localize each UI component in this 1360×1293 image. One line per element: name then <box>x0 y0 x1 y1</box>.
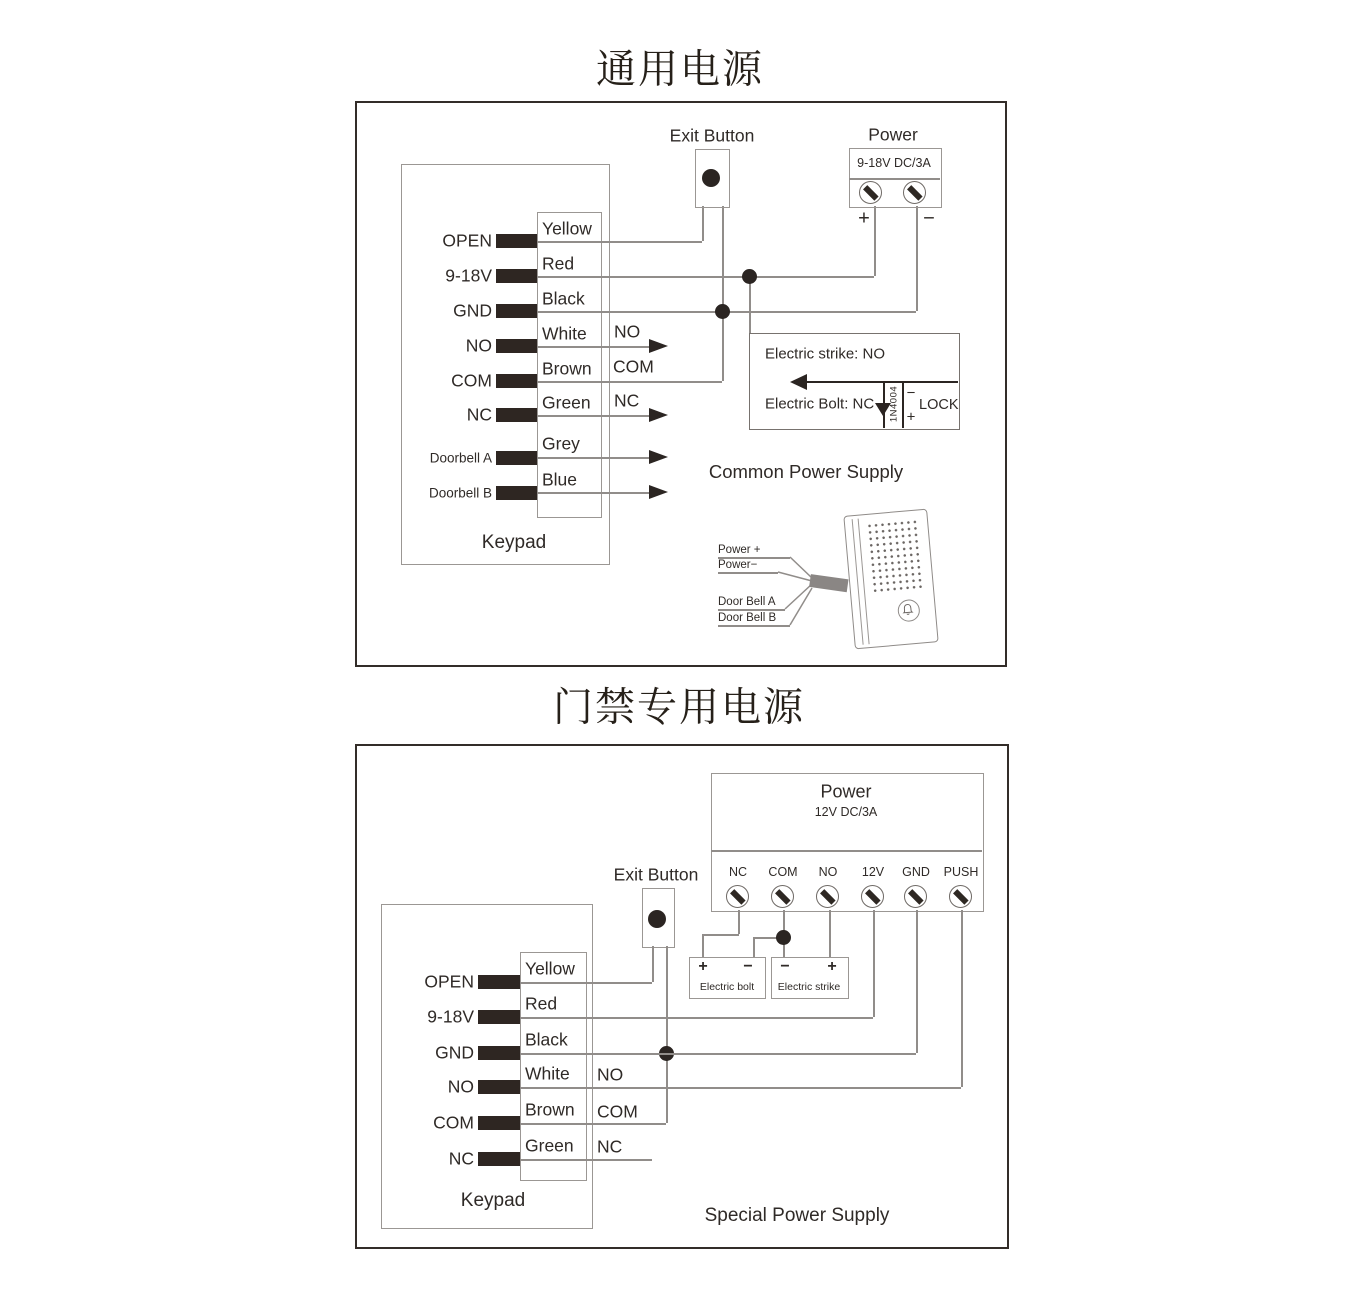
terminal-label-gnd: GND <box>453 300 492 321</box>
wire-no-to-strike <box>829 910 831 957</box>
wire-color-label-green: Green <box>542 392 591 413</box>
wire-12v-down <box>873 910 875 1017</box>
wire-nc-to-bolt <box>702 934 704 957</box>
terminal-label-no: NO <box>447 1076 474 1097</box>
power-terminal-label-com: COM <box>768 865 798 879</box>
diode-part-number: 1N4004 <box>888 385 900 423</box>
keypad-label: Keypad <box>481 532 547 553</box>
wire-color-label-white: White <box>525 1063 570 1084</box>
strike-minus: − <box>780 958 790 975</box>
terminal-label-no: NO <box>465 335 492 356</box>
wire-yellow <box>520 982 652 984</box>
lock-label: LOCK <box>919 397 959 413</box>
caption-special-power-supply: Special Power Supply <box>704 1205 890 1226</box>
screw-terminal-nc <box>726 885 749 908</box>
wire-color-label-yellow: Yellow <box>542 218 592 239</box>
wire-color-label-red: Red <box>542 253 575 274</box>
wire-color-label-green: Green <box>525 1135 574 1156</box>
screw-terminal-com <box>771 885 794 908</box>
terminal-label-doorbell-a: Doorbell A <box>429 450 492 466</box>
wire-color-label-black: Black <box>542 288 585 309</box>
output-label-no: NO <box>614 321 641 342</box>
power-terminal-label-nc: NC <box>728 865 748 879</box>
output-label-nc: NC <box>614 390 640 411</box>
screw-terminal-gnd <box>904 885 927 908</box>
caption-common-power-supply: Common Power Supply <box>708 461 904 482</box>
power-box-divider <box>711 850 982 852</box>
junction-dot <box>776 930 791 945</box>
power-label: Power <box>868 124 918 145</box>
power-label: Power <box>820 781 872 802</box>
exit-button-label: Exit Button <box>613 864 699 885</box>
wire-red <box>520 1017 873 1019</box>
terminal-label-nc: NC <box>466 404 492 425</box>
power-terminal-label-push: PUSH <box>943 865 979 879</box>
output-label-nc: NC <box>597 1136 623 1157</box>
doorbell-bell-a-label: Door Bell A <box>718 596 776 608</box>
terminal-label-open: OPEN <box>424 971 474 992</box>
exit-button-label: Exit Button <box>669 125 755 146</box>
wire-nc-left <box>702 934 739 936</box>
electric-bolt-label: Electric bolt <box>699 981 755 993</box>
wire-color-label-white: White <box>542 323 587 344</box>
power-terminal-label-no: NO <box>818 865 838 879</box>
exit-button-right-wire <box>666 946 668 1123</box>
wire-push-down <box>961 910 963 1087</box>
bolt-plus: + <box>698 958 708 975</box>
screw-terminal-no <box>816 885 839 908</box>
terminal-label-com: COM <box>451 370 492 391</box>
wire-color-label-red: Red <box>525 993 558 1014</box>
minus-sign: − <box>923 207 935 230</box>
wire-color-label-grey: Grey <box>542 433 580 454</box>
plus-sign: + <box>858 207 870 230</box>
wire-black <box>520 1053 916 1055</box>
output-label-no: NO <box>597 1064 624 1085</box>
wire-color-label-black: Black <box>525 1029 568 1050</box>
wire-color-label-brown: Brown <box>525 1099 575 1120</box>
electric-strike-label: Electric strike <box>777 981 841 993</box>
keypad-label: Keypad <box>460 1190 526 1211</box>
exit-button-left-wire <box>652 946 654 982</box>
wire-color-label-blue: Blue <box>542 469 578 490</box>
screw-terminal-push <box>949 885 972 908</box>
exit-button-dot <box>648 910 666 928</box>
wire-nc-down <box>738 910 740 934</box>
doorbell-power-plus-label: Power + <box>718 544 761 556</box>
terminal-label-9-18v: 9-18V <box>427 1006 474 1027</box>
terminal-label-9-18v: 9-18V <box>445 265 492 286</box>
terminal-bar <box>478 975 520 989</box>
doorbell-bell-b-label: Door Bell B <box>718 612 777 624</box>
wire-green-nc <box>520 1159 652 1161</box>
strike-plus: + <box>827 958 837 975</box>
bolt-minus: − <box>743 958 753 975</box>
wire-brown-com <box>520 1123 666 1125</box>
electric-strike-note: Electric strike: NO <box>765 345 886 363</box>
wire-gnd-down <box>916 910 918 1053</box>
electric-bolt-note: Electric Bolt: NC <box>765 395 875 413</box>
wire-color-label-brown: Brown <box>542 358 592 379</box>
output-label-com: COM <box>613 356 654 377</box>
power-terminal-label-gnd: GND <box>902 865 930 879</box>
power-rating: 12V DC/3A <box>814 805 878 819</box>
title-common-power: 通用电源 <box>596 47 764 92</box>
terminal-bar <box>478 1080 520 1094</box>
terminal-label-nc: NC <box>448 1148 474 1169</box>
terminal-label-com: COM <box>433 1112 474 1133</box>
terminal-bar <box>478 1116 520 1130</box>
terminal-bar <box>478 1152 520 1166</box>
screw-terminal-12v <box>861 885 884 908</box>
terminal-bar <box>478 1046 520 1060</box>
lock-plus: + <box>906 408 916 426</box>
doorbell-power-minus-label: Power− <box>718 559 758 571</box>
power-rating: 9-18V DC/3A <box>857 156 931 170</box>
wire-color-label-yellow: Yellow <box>525 958 575 979</box>
wire-com-to-bolt <box>753 937 755 957</box>
output-label-com: COM <box>597 1101 638 1122</box>
lock-minus: − <box>906 384 916 402</box>
terminal-label-open: OPEN <box>442 230 492 251</box>
terminal-label-gnd: GND <box>435 1042 474 1063</box>
power-terminal-label-12v: 12V <box>861 865 885 879</box>
title-special-power: 门禁专用电源 <box>553 685 805 730</box>
terminal-bar <box>478 1010 520 1024</box>
wire-white-no <box>520 1087 961 1089</box>
terminal-label-doorbell-b: Doorbell B <box>428 485 492 501</box>
